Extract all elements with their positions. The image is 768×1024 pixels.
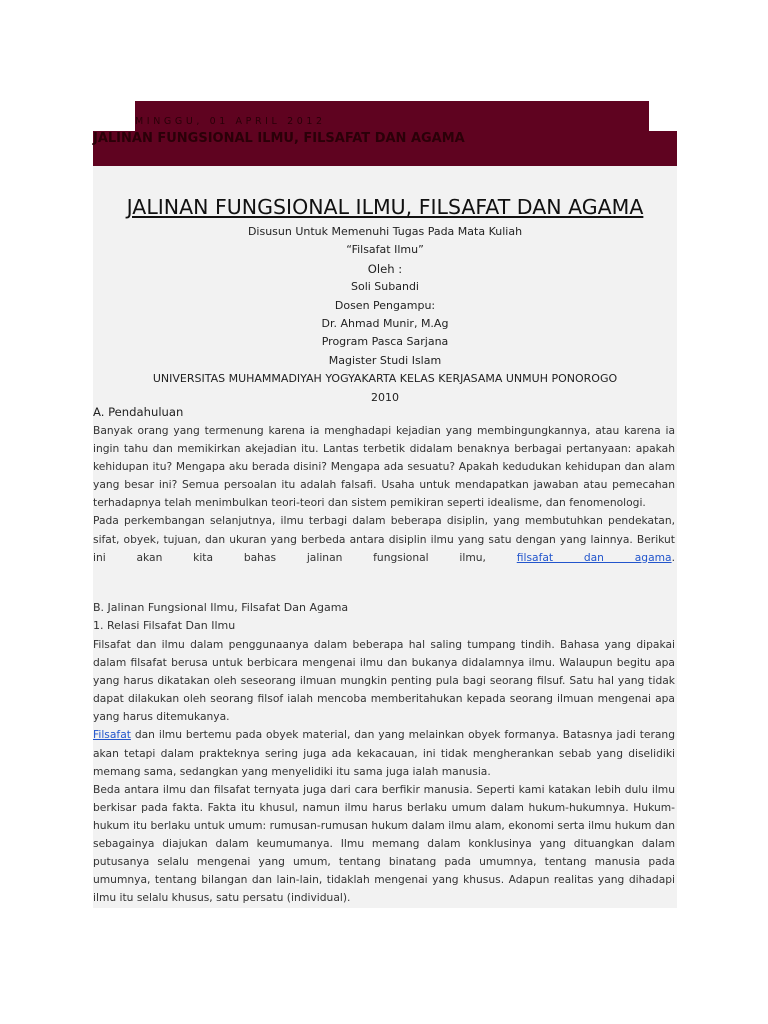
cover-info (93, 223, 677, 407)
paragraph: Pada perkembangan selanjutnya, ilmu terbagi dalam beberapa disiplin, yang membutuhkan pendekatan, sifat, obyek, tujuan, dan ukuran yang berbeda antara disiplin ilmu yang satu dengan yang lainnya. Berikut ini akan kita bahas jalinan fungsional ilmu, filsafat dan agama. (93, 514, 675, 564)
paragraph: Filsafat dan ilmu dalam penggunaanya dalam beberapa hal saling tumpang tindih. Bahasa yang dipakai dalam filsafat berusa untuk berbicara mengenai ilmu dan bukanya didalamnya ilmu. Walaupun begitu apa yang harus dikatakan oleh seseorang ilmuan mungkin penting pula bagi seorang filsuf. Satu hal yang tidak dapat dilakukan oleh seorang filsof ialah mencoba memberitahukan kepada seorang ilmuan mengenai apa yang harus ditemukanya. (93, 638, 675, 724)
section-b-body (93, 636, 675, 907)
cover-line: Dosen Pengampu: (334, 298, 436, 312)
cover-line: Oleh : (367, 261, 403, 276)
subsection-heading: 1. Relasi Filsafat Dan Ilmu (93, 619, 236, 632)
cover-line: Soli Subandi (350, 280, 419, 294)
section-a-body (93, 422, 675, 567)
filsafat-link[interactable]: Filsafat (93, 728, 131, 742)
paragraph: Banyak orang yang termenung karena ia menghadapi kejadian yang membingungkannya, atau karena ia ingin tahu dan memikirkan akejadian itu. Lantas terbetik didalam benaknya berbagai pertanyaan: apakah kehidupan itu? Mengapa aku berada disini? Mengapa ada sesuatu? Apakah kedudukan kehidupan dan alam yang besar ini? Semua persoalan itu adalah falsafi. Usaha untuk mendapatkan jawaban atau pemecahan terhadapnya telah menimbulkan teori-teori dan sistem pemikiran seperti idealisme, dan fenomenologi. (93, 424, 675, 510)
filsafat-agama-link[interactable]: filsafat dan agama (516, 550, 672, 564)
cover-line: 2010 (371, 390, 399, 404)
cover-line: Program Pasca Sarjana (321, 335, 449, 349)
paragraph: Beda antara ilmu dan filsafat ternyata juga dari cara berfikir manusia. Seperti kami katakan lebih dulu ilmu berkisar pada fakta. Fakta itu khusul, namun ilmu harus berlaku umum dalam hukum-hukumnya. Hukum-hukum itu berlaku untuk umum: rumusan-rumusan hukum dalam ilmu alam, ekonomi serta ilmu hukum dan sebagainya diajukan dalam keumumanya. Ilmu memang dalam konklusinya yang dituangkan dalam putusanya selalu mengenai yang umum, tentang binatang pada umumnya, tentang manusia pada umumnya, tentang bilangan dan lain-lain, tidaklah mengenai yang khusus. Adapun realitas yang dihadapi ilmu itu selalu khusus, satu persatu (individual). (93, 782, 675, 905)
cover-line: Disusun Untuk Memenuhi Tugas Pada Mata Kuliah (247, 225, 523, 238)
document-page (93, 166, 677, 908)
paragraph: Filsafat dan ilmu bertemu pada obyek material, dan yang melainkan obyek formanya. Batasnya jadi terang akan tetapi dalam prakteknya sering juga ada kekacauan, ini tidak mengherankan sebab yang diselidiki memang sama, sedangkan yang menyelidiki itu sama juga ialah manusia. (93, 728, 675, 778)
cover-line: “Filsafat Ilmu” (346, 243, 424, 257)
section-heading: A. Pendahuluan (93, 405, 184, 419)
post-date: MINGGU, 01 APRIL 2012 (135, 116, 326, 127)
post-title[interactable]: JALINAN FUNGSIONAL ILMU, FILSAFAT DAN AGAMA (93, 131, 465, 146)
document-title: JALINAN FUNGSIONAL ILMU, FILSAFAT DAN AGAMA (126, 195, 644, 219)
section-heading: B. Jalinan Fungsional Ilmu, Filsafat Dan Agama (93, 601, 349, 614)
cover-line: UNIVERSITAS MUHAMMADIYAH YOGYAKARTA KELAS KERJASAMA UNMUH PONOROGO (152, 372, 618, 386)
cover-line: Magister Studi Islam (328, 353, 442, 367)
cover-line: Dr. Ahmad Munir, M.Ag (321, 317, 449, 331)
